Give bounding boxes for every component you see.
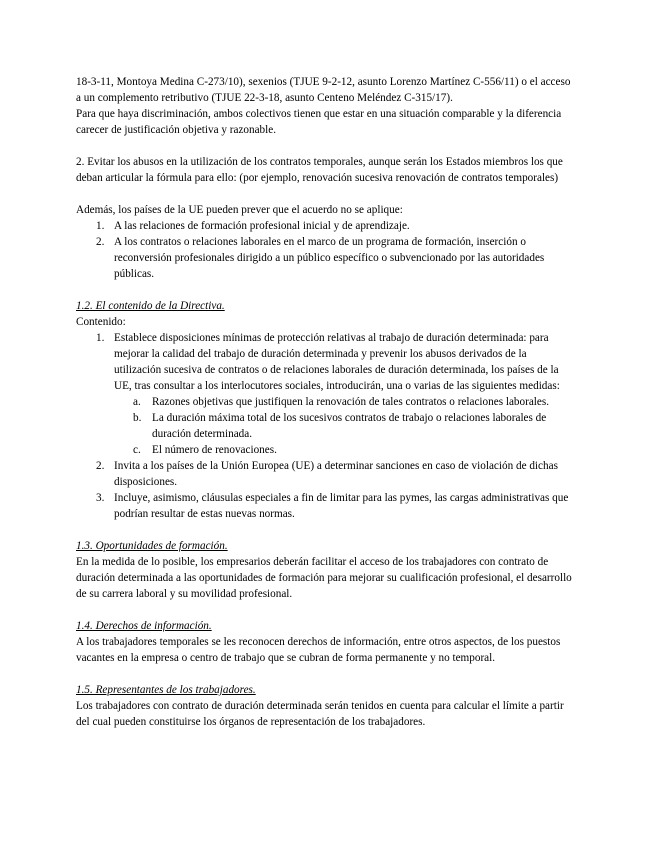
list-item-number: 1.: [96, 220, 105, 232]
list-item-text: Incluye, asimismo, cláusulas especiales a fin de limitar para las pymes, las cargas administrativas que podrían resultar de estas nuevas normas.: [114, 492, 569, 520]
sublist-item: [114, 410, 576, 442]
list-item: [76, 330, 576, 458]
sublist-item: [114, 394, 576, 410]
section-heading-1-3: 1.3. Oportunidades de formación.: [76, 540, 228, 552]
sublist-item: [114, 442, 576, 458]
spacer: [76, 138, 576, 154]
spacer: [76, 602, 576, 618]
sublist-item-text: La duración máxima total de los sucesivos contratos de trabajo o relaciones laborales de duración determinada.: [152, 412, 547, 440]
list-item-text: A las relaciones de formación profesional inicial y de aprendizaje.: [114, 220, 410, 232]
section-1-5-text: Los trabajadores con contrato de duración determinada serán tenidos en cuenta para calcular el límite a partir del cual pueden constituirse los órganos de representación de los trabajadores.: [76, 700, 564, 728]
sublist-item-letter: b.: [133, 412, 142, 424]
list-item: [76, 234, 576, 282]
section-heading-1-5: 1.5. Representantes de los trabajadores.: [76, 684, 256, 696]
list-item: [76, 458, 576, 490]
list-item-text: Establece disposiciones mínimas de protección relativas al trabajo de duración determinada: para mejorar la calidad del trabajo de duración determinada y prevenir los abusos derivados de la utilización sucesiva de contratos o de relaciones laborales de duración determinada, los países de la UE, tras consultar a los interlocutores sociales, introducirán, una o varias de las siguientes medidas:: [114, 332, 560, 392]
list-item-number: 1.: [96, 332, 105, 344]
sublist-item-text: El número de renovaciones.: [152, 444, 277, 456]
section-heading-1-4: 1.4. Derechos de información.: [76, 620, 212, 632]
list-item-text: Invita a los países de la Unión Europea (UE) a determinar sanciones en caso de violación de dichas disposiciones.: [114, 460, 558, 488]
list-item-number: 2.: [96, 460, 105, 472]
contenido-list: [76, 330, 576, 522]
spacer: [76, 666, 576, 682]
document-page: [76, 74, 576, 730]
intro-paragraph-2: Para que haya discriminación, ambos colectivos tienen que estar en una situación comparable y la diferencia carecer de justificación objetiva y razonable.: [76, 108, 562, 136]
section-heading-1-2: 1.2. El contenido de la Directiva.: [76, 300, 225, 312]
list-item-number: 3.: [96, 492, 105, 504]
sublist-item-letter: a.: [133, 396, 141, 408]
contenido-label: Contenido:: [76, 316, 126, 328]
sublist-item-text: Razones objetivas que justifiquen la renovación de tales contratos o relaciones laborales.: [152, 396, 550, 408]
measures-sublist: [114, 394, 576, 458]
section-1-3-text: En la medida de lo posible, los empresarios deberán facilitar el acceso de los trabajadores con contrato de duración determinada a las oportunidades de formación para mejorar su cualificación profesional, el desarrollo de su carrera laboral y su movilidad profesional.: [76, 556, 572, 600]
exclusions-intro: Además, los países de la UE pueden prever que el acuerdo no se aplique:: [76, 204, 403, 216]
list-item: [76, 218, 576, 234]
point-2-paragraph: 2. Evitar los abusos en la utilización de los contratos temporales, aunque serán los Estados miembros los que deban articular la fórmula para ello: (por ejemplo, renovación sucesiva renovación de contratos temporales): [76, 156, 563, 184]
spacer: [76, 186, 576, 202]
list-item: [76, 490, 576, 522]
spacer: [76, 522, 576, 538]
list-item-number: 2.: [96, 236, 105, 248]
exclusions-list: [76, 218, 576, 282]
section-1-4-text: A los trabajadores temporales se les reconocen derechos de información, entre otros aspectos, de los puestos vacantes en la empresa o centro de trabajo que se cubran de forma permanente y no temporal.: [76, 636, 561, 664]
list-item-text: A los contratos o relaciones laborales en el marco de un programa de formación, inserción o reconversión profesionales dirigido a un público específico o subvencionado por las autoridades públicas.: [114, 236, 545, 280]
intro-paragraph-1: 18-3-11, Montoya Medina C-273/10), sexenios (TJUE 9-2-12, asunto Lorenzo Martínez C-556/11) o el acceso a un complemento retributivo (TJUE 22-3-18, asunto Centeno Meléndez C-315/17).: [76, 76, 571, 104]
spacer: [76, 282, 576, 298]
sublist-item-letter: c.: [133, 444, 141, 456]
